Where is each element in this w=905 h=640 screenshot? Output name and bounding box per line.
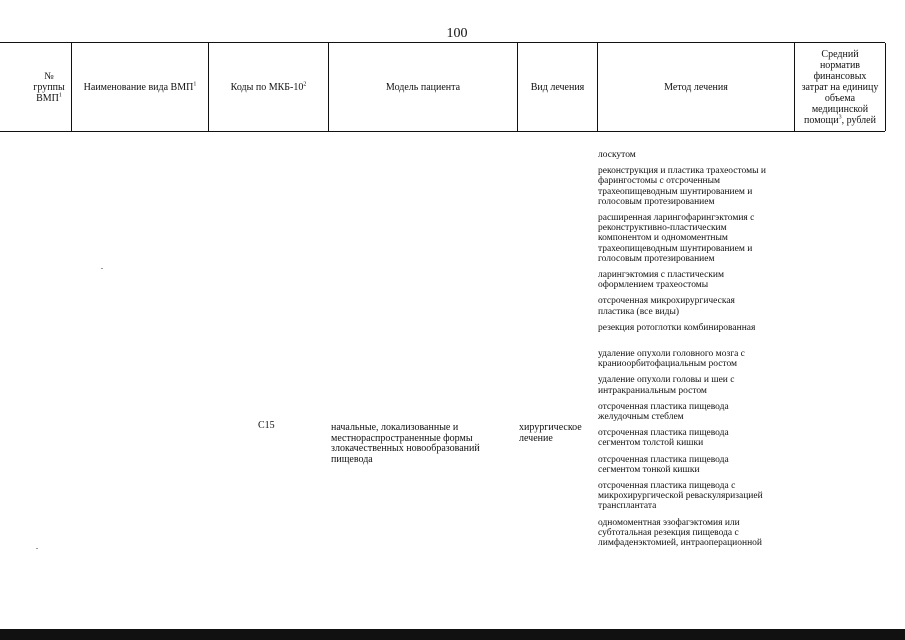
header-icd-codes: Коды по МКБ-$10^2$ [230, 81, 307, 93]
treatment-method-line: трахеопищеводным шунтированием и [598, 186, 753, 197]
header-vmp-name: Наименование вида ВМП$^1$ [83, 81, 197, 93]
header-treatment-type: Вид лечения [530, 81, 585, 93]
page-bottom-border [0, 629, 905, 640]
treatment-method-item [598, 481, 794, 512]
treatment-method-item [598, 455, 794, 475]
treatment-method-line: сегментом тонкой кишки [598, 464, 700, 475]
treatment-method-line: субтотальная резекция пищевода с [598, 527, 739, 538]
treatment-method-line: реконструкция и пластика трахеостомы и [598, 166, 766, 177]
treatment-method-line: компонентом и одномоментным [598, 233, 728, 244]
icd-code-cell: C15 [258, 420, 275, 431]
treatment-method-item [598, 402, 794, 422]
treatment-method-line: интракраниальным ростом [598, 385, 707, 396]
header-patient-model: Модель пациента [385, 81, 461, 93]
treatment-method-item [598, 323, 794, 333]
treatment-method-line: ларингэктомия с пластическим [598, 270, 725, 281]
treatment-method-line: голосовым протезированием [598, 196, 715, 207]
treatment-method-line: микрохирургической реваскуляризацией [598, 491, 763, 502]
treatment-method-line: удаление опухоли головного мозга с [598, 349, 745, 360]
treatment-method-line: оформлением трахеостомы [598, 280, 709, 291]
treatment-method-line: одномоментная эзофагэктомия или [598, 517, 740, 528]
treatment-method-line: трансплантата [598, 501, 657, 512]
treatment-method-item [598, 296, 794, 316]
column-divider [885, 43, 886, 131]
treatment-method-line: краниоорбитофациальным ростом [598, 359, 738, 370]
treatment-method-line: пластика (все виды) [598, 306, 680, 317]
treatment-method-line: голосовым протезированием [598, 253, 715, 264]
treatment-method-item [598, 166, 794, 207]
treatment-method-line: резекция ротоглотки комбинированная [598, 322, 756, 333]
treatment-method-line: отсроченная пластика пищевода [598, 454, 729, 465]
treatment-method-line: отсроченная пластика пищевода с [598, 481, 736, 492]
treatment-method-line: отсроченная микрохирургическая [598, 296, 735, 307]
treatment-method-line: трахеопищеводным шунтированием и [598, 243, 753, 254]
treatment-method-line: сегментом толстой кишки [598, 438, 704, 449]
patient-model-cell: начальные, локализованные и местнораспространенные формы злокачественных новообразований пищевода [331, 422, 480, 465]
treatment-method-line: реконструктивно-пластическим [598, 223, 727, 234]
treatment-method-line: лоскутом [598, 150, 636, 160]
treatment-type-cell: хирургическое лечение [519, 422, 582, 444]
treatment-method-line: фарингостомы с отсроченным [598, 176, 721, 187]
treatment-method-item [598, 428, 794, 448]
treatment-method-item [598, 375, 794, 395]
header-treatment-method: Метод лечения [664, 81, 728, 93]
treatment-method-item [598, 270, 794, 290]
treatment-method-list [598, 150, 794, 554]
treatment-method-item [598, 213, 794, 264]
treatment-method-line: отсроченная пластика пищевода [598, 401, 729, 412]
treatment-method-line: расширенная ларингофарингэктомия с [598, 213, 755, 224]
page-number: 100 [446, 26, 468, 41]
treatment-method-line: отсроченная пластика пищевода [598, 428, 729, 439]
treatment-method-item [598, 150, 794, 160]
scan-speck [101, 268, 103, 269]
scan-speck [36, 548, 38, 549]
treatment-method-item [598, 518, 794, 549]
treatment-method-line: лимфаденэктомией, интраоперационной [598, 538, 762, 549]
treatment-method-item [598, 349, 794, 369]
treatment-method-line: удаление опухоли головы и шеи с [598, 375, 735, 386]
treatment-method-line: желудочным стеблем [598, 412, 684, 423]
header-financial-norm: Средний норматив финансовых затрат на единицу объема медицинской помощи$^3$, рублей [801, 48, 879, 126]
header-bottom-rule [0, 131, 885, 132]
header-group-number: № группы ВМП$^1$ [33, 70, 65, 104]
